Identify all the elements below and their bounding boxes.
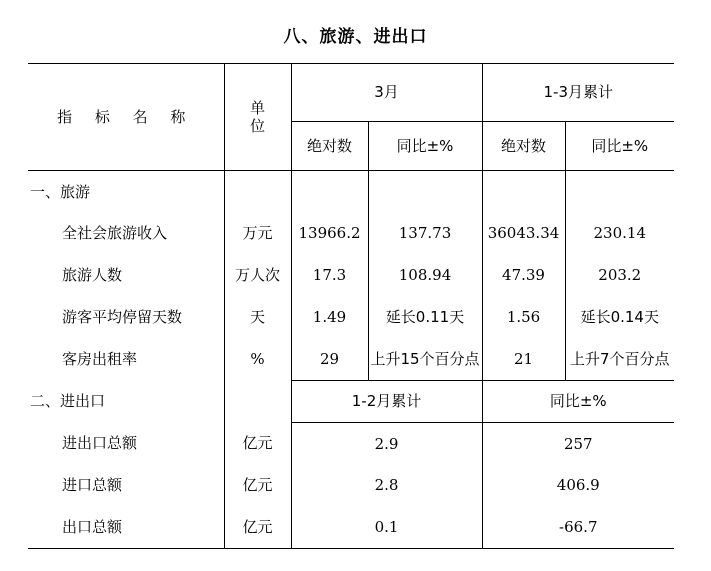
header-cumulative: 1-3月累计 (482, 64, 674, 122)
row-unit: 亿元 (224, 465, 291, 507)
month-absolute-value: 1.49 (291, 297, 368, 339)
row-name: 全社会旅游收入 (62, 224, 168, 243)
row-name: 游客平均停留天数 (62, 308, 183, 327)
row-unit: 亿元 (224, 423, 291, 465)
cum-absolute-value: 36043.34 (482, 213, 565, 255)
cum-yoy-value: 230.14 (565, 213, 674, 255)
row-name: 进出口总额 (62, 434, 138, 453)
month-yoy-value: 延长0.11天 (368, 297, 482, 339)
cum-absolute-value: 47.39 (482, 255, 565, 297)
table-row (28, 423, 674, 465)
row-name: 出口总额 (28, 507, 224, 549)
row-name: 进口总额 (62, 476, 123, 495)
header-month: 3月 (291, 64, 482, 122)
row-name: 旅游人数 (62, 266, 123, 285)
trade-value: 2.8 (291, 465, 482, 507)
table-row (28, 339, 674, 381)
table-row (28, 255, 674, 297)
trade-header-cumulative: 1-2月累计 (291, 381, 482, 423)
row-unit: 亿元 (224, 507, 291, 549)
section-label-tourism: 一、旅游 (30, 182, 91, 201)
subheader-cum-yoy: 同比±% (565, 122, 674, 171)
header-unit-label: 单位 (249, 99, 265, 135)
subheader-month-yoy: 同比±% (368, 122, 482, 171)
section-label-trade: 二、进出口 (30, 392, 106, 411)
row-unit: 万人次 (224, 255, 291, 297)
subheader-cum-absolute: 绝对数 (482, 122, 565, 171)
trade-yoy: -66.7 (482, 507, 674, 549)
month-yoy-value: 上升15个百分点 (368, 339, 482, 381)
page-title: 八、旅游、进出口 (283, 27, 428, 47)
cum-yoy-value: 203.2 (565, 255, 674, 297)
month-absolute-value: 17.3 (291, 255, 368, 297)
month-absolute-value: 13966.2 (291, 213, 368, 255)
cum-yoy-value: 上升7个百分点 (565, 339, 674, 381)
section-row-trade (28, 381, 674, 423)
trade-yoy: 257 (482, 423, 674, 465)
subheader-month-absolute: 绝对数 (291, 122, 368, 171)
table-row (28, 297, 674, 339)
trade-header-yoy: 同比±% (482, 381, 674, 423)
row-unit: % (224, 339, 291, 381)
trade-value: 0.1 (291, 507, 482, 549)
table-header-row (28, 64, 674, 122)
cum-absolute-value: 21 (482, 339, 565, 381)
row-name: 客房出租率 (62, 350, 138, 369)
section-row-tourism (28, 171, 674, 213)
header-unit (224, 64, 291, 171)
table-row (28, 213, 674, 255)
month-absolute-value: 29 (291, 339, 368, 381)
cum-absolute-value: 1.56 (482, 297, 565, 339)
row-unit: 天 (224, 297, 291, 339)
table-row (28, 465, 674, 507)
header-indicator: 指 标 名 称 (28, 64, 224, 171)
cum-yoy-value: 延长0.14天 (565, 297, 674, 339)
table-row (28, 507, 674, 549)
trade-yoy: 406.9 (482, 465, 674, 507)
row-unit: 万元 (224, 213, 291, 255)
trade-value: 2.9 (291, 423, 482, 465)
month-yoy-value: 108.94 (368, 255, 482, 297)
statistics-table (28, 63, 674, 549)
month-yoy-value: 137.73 (368, 213, 482, 255)
